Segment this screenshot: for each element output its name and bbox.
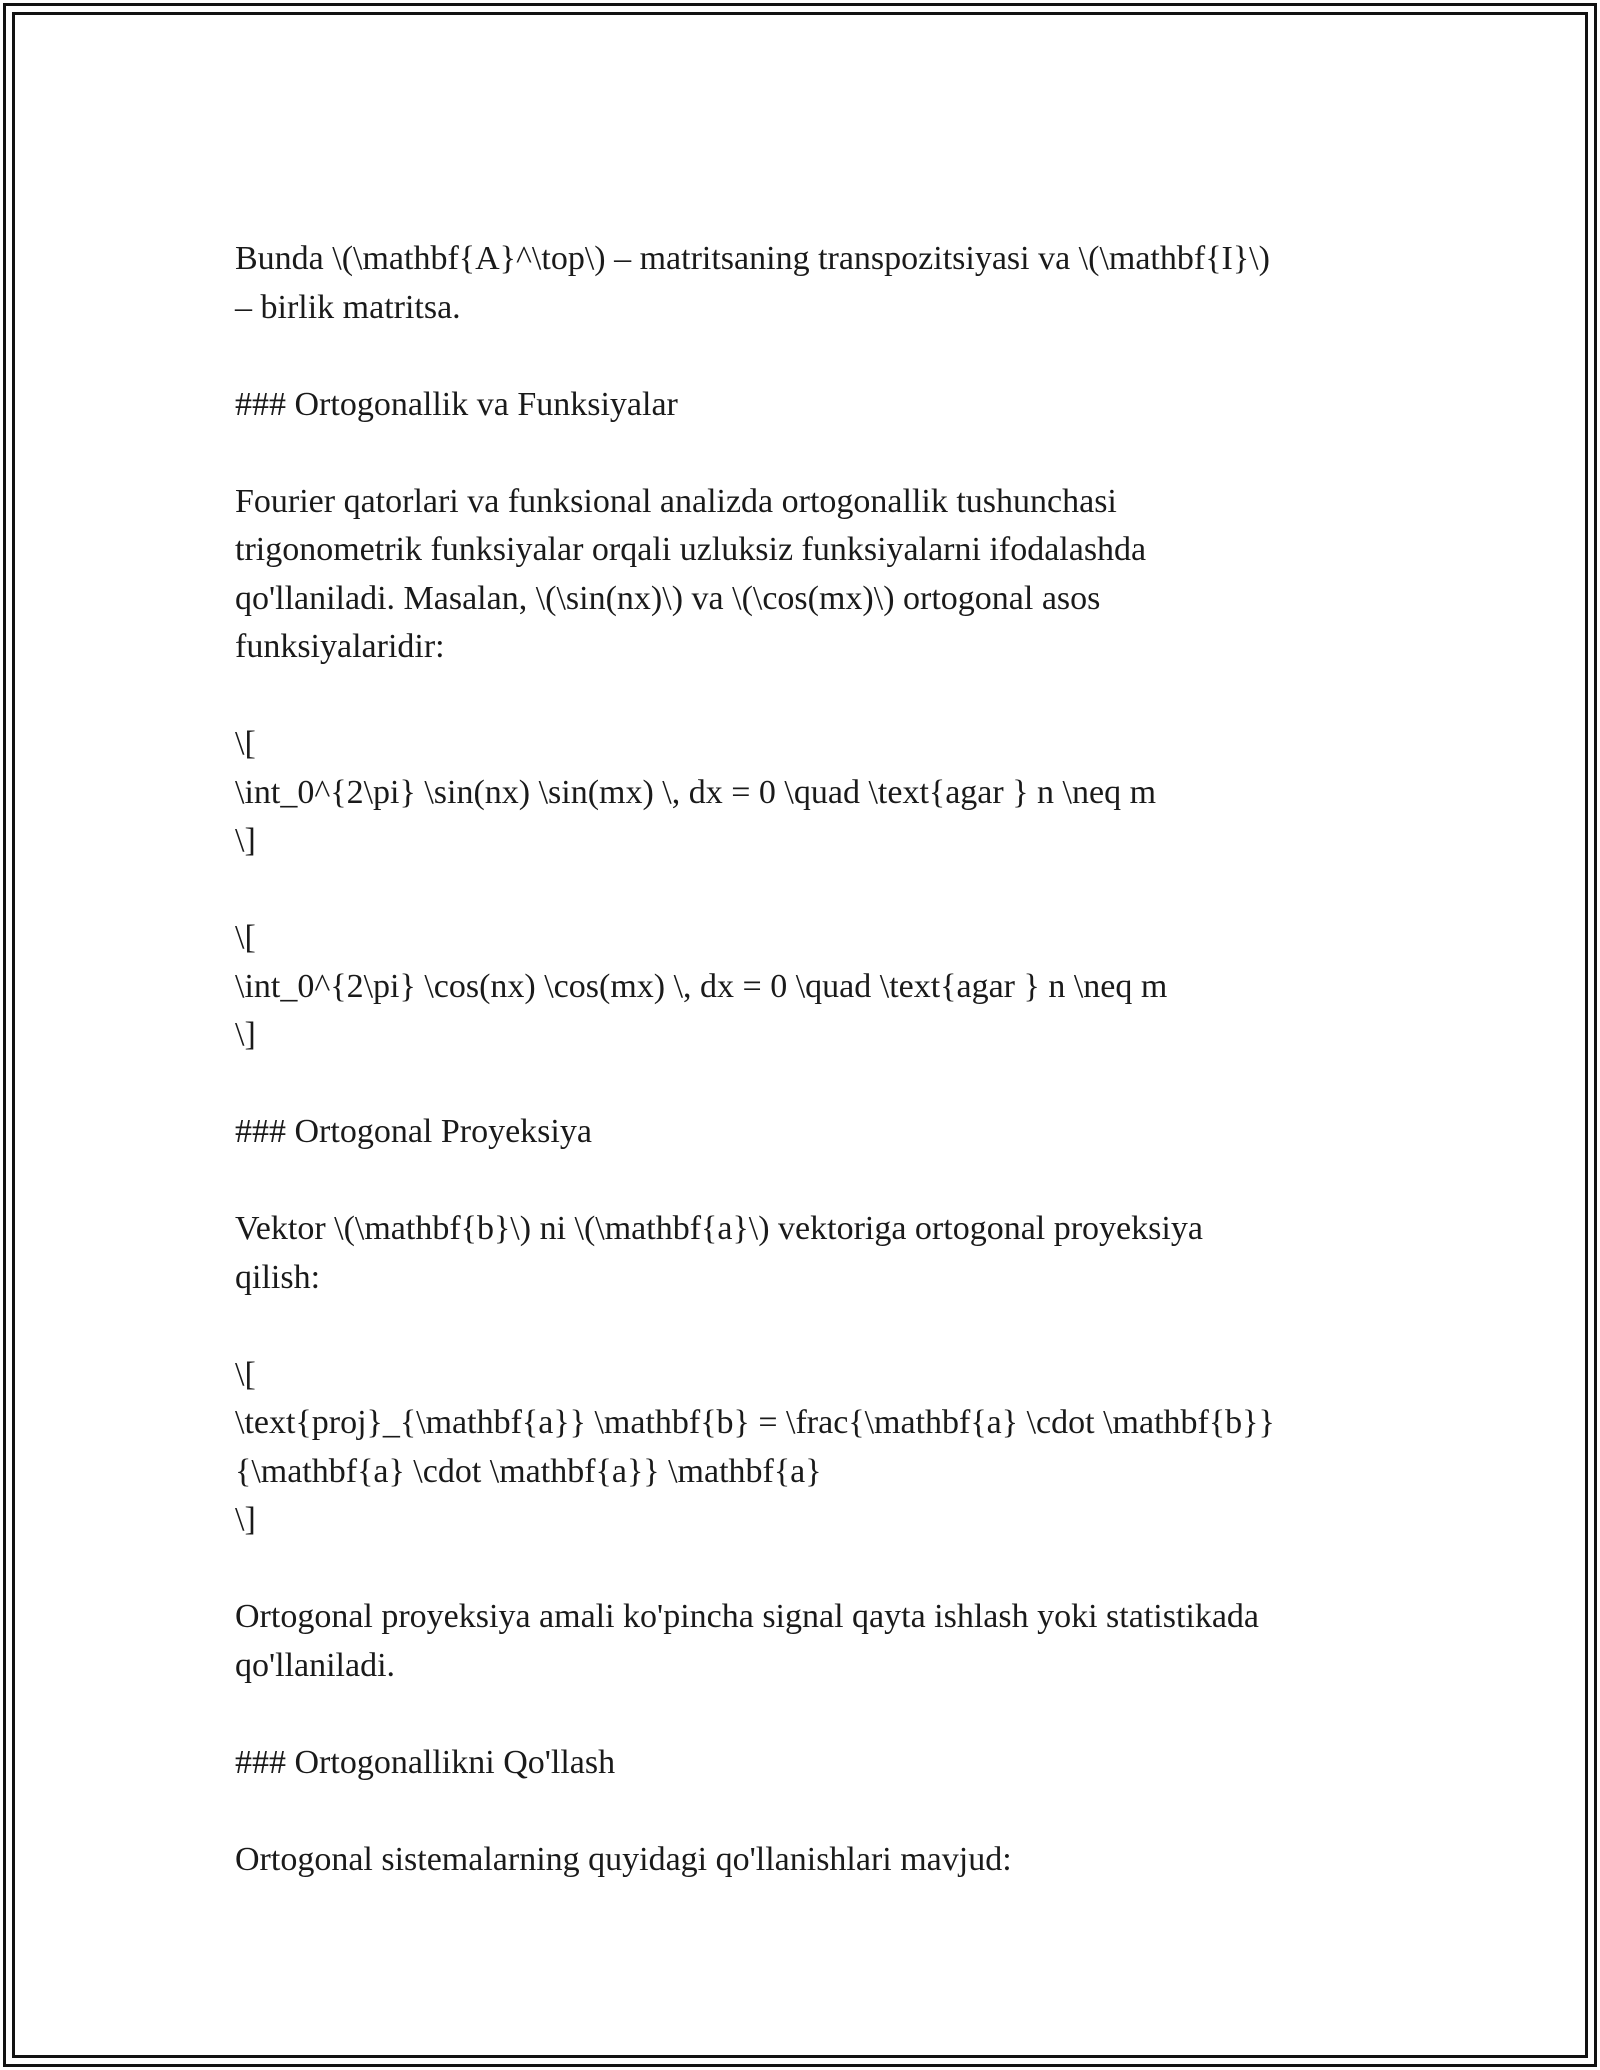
text-line: funksiyalaridir:: [235, 628, 445, 665]
equation-line: {\mathbf{a} \cdot \mathbf{a}} \mathbf{a}: [235, 1452, 822, 1490]
heading-ortogonal-proyeksiya: [235, 1108, 1365, 1157]
equation-projection: [235, 1351, 1365, 1545]
equation-sin-orthogonality: [235, 720, 1365, 866]
text-line: qo'llaniladi. Masalan, \(\sin(nx)\) va \(\cos(mx)\) ortogonal asos: [235, 579, 1101, 617]
text-line: Ortogonal sistemalarning quyidagi qo'llanishlari mavjud:: [235, 1840, 1012, 1878]
paragraph-qollanishlar: [235, 1836, 1365, 1885]
equation-line: \int_0^{2\pi} \sin(nx) \sin(mx) \, dx = 0 \quad \text{agar } n \neq m: [235, 773, 1157, 811]
equation-line: \]: [235, 1016, 256, 1053]
text-line: Fourier qatorlari va funksional analizda ortogonallik tushunchasi: [235, 482, 1117, 520]
equation-line: \]: [235, 1501, 256, 1538]
equation-line: \[: [235, 919, 256, 956]
text-line: qo'llaniladi.: [235, 1646, 396, 1684]
heading-text: ### Ortogonallikni Qo'llash: [235, 1743, 616, 1781]
text-line: trigonometrik funksiyalar orqali uzluksiz funksiyalarni ifodalashda: [235, 531, 1147, 568]
heading-text: ### Ortogonallik va Funksiyalar: [235, 385, 678, 423]
paragraph-transpose-note: [235, 235, 1365, 332]
equation-line: \]: [235, 822, 256, 859]
heading-text: ### Ortogonal Proyeksiya: [235, 1113, 592, 1150]
text-line: Ortogonal proyeksiya amali ko'pincha signal qayta ishlash yoki statistikada: [235, 1598, 1260, 1635]
document-body: [235, 235, 1365, 1884]
paragraph-fourier: [235, 478, 1365, 672]
equation-line: \[: [235, 1355, 256, 1393]
equation-line: \text{proj}_{\mathbf{a}} \mathbf{b} = \frac{\mathbf{a} \cdot \mathbf{b}}: [235, 1404, 1275, 1441]
text-line: Vektor \(\mathbf{b}\) ni \(\mathbf{a}\) vektoriga ortogonal proyeksiya: [235, 1210, 1203, 1247]
paragraph-proyeksiya-amali: [235, 1593, 1365, 1690]
paragraph-vektor-proyeksiya: [235, 1205, 1365, 1302]
text-line: qilish:: [235, 1258, 321, 1296]
text-line: Bunda \(\mathbf{A}^\top\) – matritsaning transpozitsiyasi va \(\mathbf{I}\): [235, 240, 1270, 277]
equation-line: \[: [235, 725, 256, 762]
heading-ortogonallikni-qollash: [235, 1739, 1365, 1788]
heading-ortogonallik-va-funksiyalar: [235, 381, 1365, 430]
equation-cos-orthogonality: [235, 914, 1365, 1060]
equation-line: \int_0^{2\pi} \cos(nx) \cos(mx) \, dx = 0 \quad \text{agar } n \neq m: [235, 967, 1168, 1005]
text-line: – birlik matritsa.: [235, 288, 461, 326]
